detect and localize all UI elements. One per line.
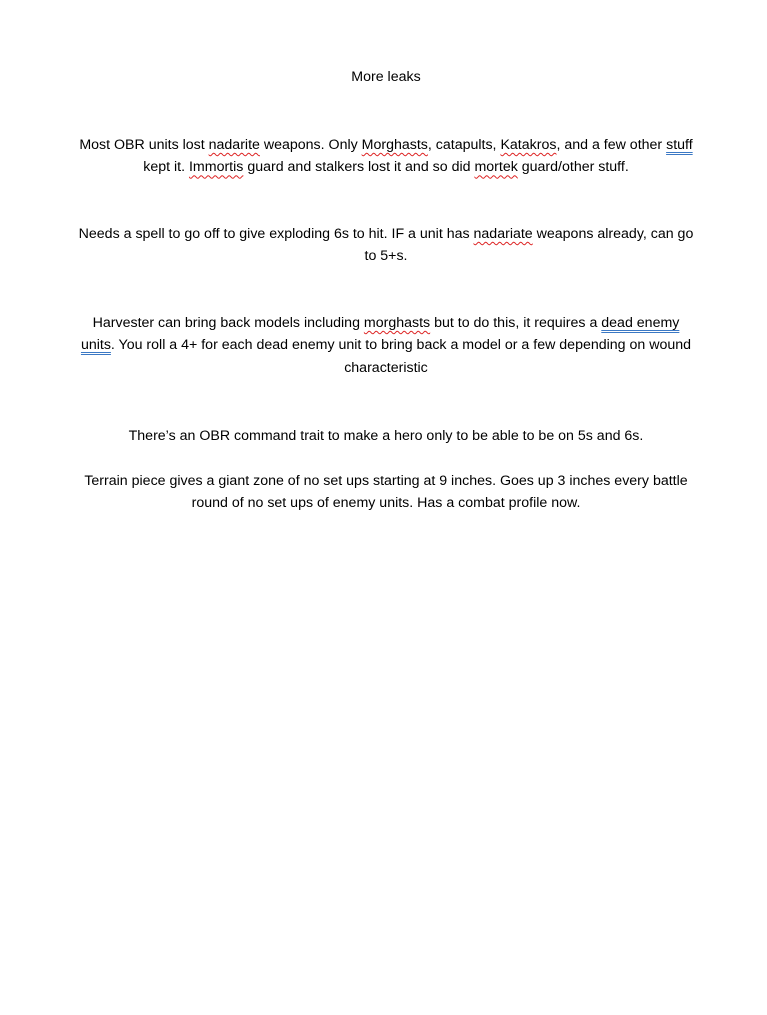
- text-run: guard and stalkers lost it and so did: [243, 159, 475, 176]
- paragraph-harvester: [76, 312, 696, 379]
- paragraph-command-trait: [76, 425, 696, 447]
- spelling-flagged-word: nadarite: [208, 137, 260, 153]
- text-run: but to do this, it requires a: [430, 315, 602, 331]
- grammar-flagged-phrase: stuff: [666, 137, 693, 153]
- text-run: There’s an OBR command trait to make a hero only to be able to be on 5s and 6s.: [128, 428, 644, 444]
- spelling-flagged-word: Immortis: [188, 159, 244, 176]
- document-title: More leaks: [351, 69, 421, 85]
- paragraph-nadarite-weapons: [76, 134, 696, 179]
- text-run: Needs a spell to go off to give exploding 6s to hit. IF a unit has: [78, 226, 474, 242]
- text-run: . You roll a 4+ for each dead enemy unit to bring back a model or a few depending on wound characteristic: [110, 337, 692, 376]
- text-run: kept it.: [143, 159, 189, 176]
- text-run: Harvester can bring back models including: [92, 315, 364, 331]
- text-run: , and a few other: [556, 137, 667, 153]
- paragraph-exploding-sixes-spell: [76, 223, 696, 268]
- text-run: weapons already, can go to 5+s.: [364, 226, 694, 265]
- spelling-flagged-word: morghasts: [363, 315, 431, 331]
- text-run: guard/other stuff.: [517, 159, 629, 176]
- spelling-flagged-word: mortek: [474, 159, 518, 176]
- spelling-flagged-word: Katakros: [500, 137, 557, 153]
- paragraph-terrain-piece: [76, 470, 696, 515]
- text-run: Terrain piece gives a giant zone of no set ups starting at 9 inches. Goes up 3 inches every battle round of no set ups of enemy units. Has a combat profile now.: [84, 473, 688, 512]
- spelling-flagged-word: Morghasts: [361, 137, 428, 153]
- text-run: , catapults,: [427, 137, 501, 153]
- text-run: Most OBR units lost: [79, 137, 209, 153]
- text-run: weapons. Only: [259, 137, 362, 153]
- spelling-flagged-word: nadariate: [473, 226, 533, 242]
- grammar-flagged-phrase: dead enemy units: [80, 315, 680, 354]
